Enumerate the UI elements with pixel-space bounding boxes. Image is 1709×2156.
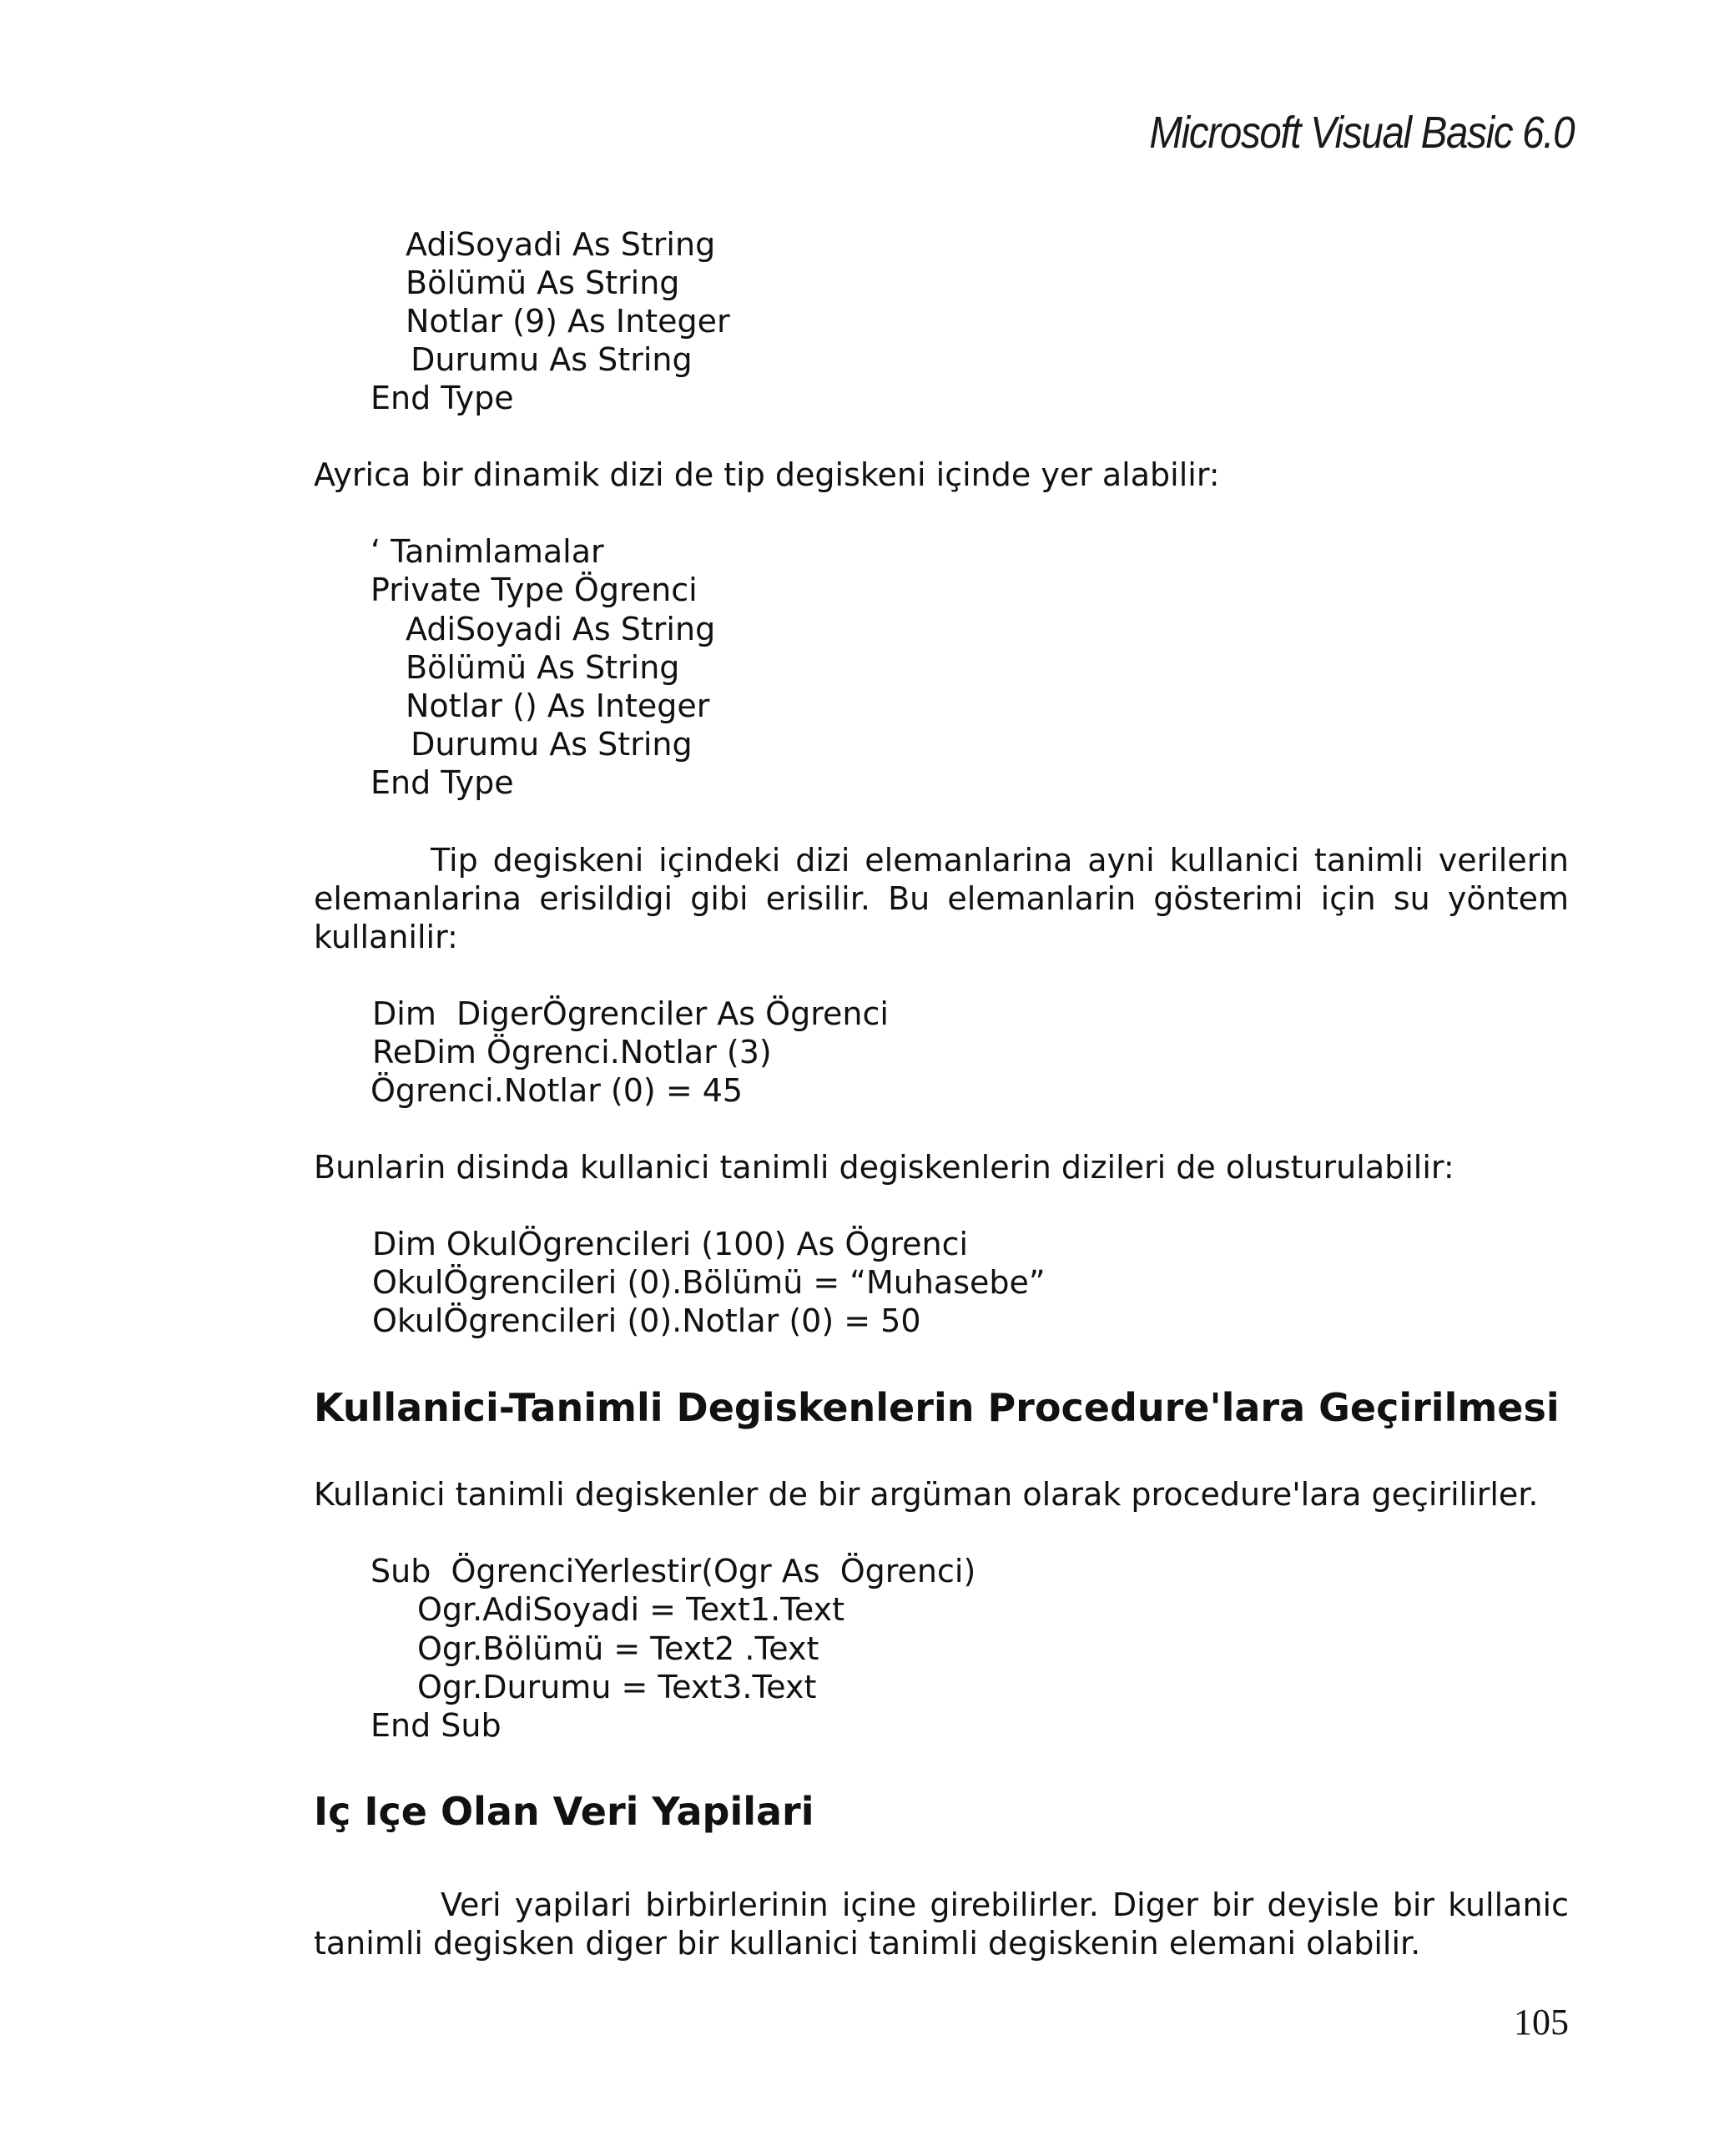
code-line: Ogr.Durumu = Text3.Text bbox=[417, 1669, 817, 1705]
code-line: Private Type Ögrenci bbox=[371, 572, 698, 608]
paragraph bbox=[314, 1886, 1569, 1962]
code-line: End Type bbox=[371, 380, 514, 416]
paragraph: Kullanici tanimli degiskenler de bir argüman olarak procedure'lara geçirilirler. bbox=[314, 1476, 1539, 1513]
code-line: Notlar () As Integer bbox=[406, 688, 710, 724]
code-line: Ögrenci.Notlar (0) = 45 bbox=[371, 1072, 744, 1109]
code-line: Dim OkulÖgrencileri (100) As Ögrenci bbox=[372, 1226, 969, 1262]
code-line: ‘ Tanimlamalar bbox=[371, 533, 604, 570]
code-line: Bölümü As String bbox=[406, 649, 680, 686]
paragraph-text: Tip degiskeni içindeki dizi elemanlarina ayni kullanici tanimli verilerin elemanlarina erisildigi gibi erisilir. Bu elemanlarin gösterimi için su yöntem kullanilir: bbox=[314, 842, 1569, 955]
paragraph: Bunlarin disinda kullanici tanimli degiskenlerin dizileri de olusturulabilir: bbox=[314, 1149, 1454, 1186]
paragraph-text: Veri yapilari birbirlerinin içine girebilirler. Diger bir deyisle bir kullanic tanimli degisken diger bir kullanici tanimli degiskenin elemani olabilir. bbox=[314, 1886, 1569, 1962]
code-line: OkulÖgrencileri (0).Notlar (0) = 50 bbox=[372, 1302, 921, 1339]
code-line: End Sub bbox=[371, 1707, 502, 1744]
code-line: Ogr.Bölümü = Text2 .Text bbox=[417, 1630, 819, 1667]
code-line: OkulÖgrencileri (0).Bölümü = “Muhasebe” bbox=[372, 1264, 1046, 1301]
section-heading: Iç Içe Olan Veri Yapilari bbox=[314, 1789, 814, 1834]
code-line: AdiSoyadi As String bbox=[406, 611, 716, 647]
code-line: Durumu As String bbox=[401, 341, 693, 378]
code-line: Dim DigerÖgrenciler As Ögrenci bbox=[372, 995, 889, 1032]
page-number: 105 bbox=[1514, 2002, 1569, 2043]
paragraph: Ayrica bir dinamik dizi de tip degiskeni içinde yer alabilir: bbox=[314, 456, 1220, 493]
code-line: AdiSoyadi As String bbox=[406, 226, 716, 263]
code-line: Durumu As String bbox=[401, 726, 693, 763]
code-line: Notlar (9) As Integer bbox=[406, 303, 730, 340]
code-line: ReDim Ögrenci.Notlar (3) bbox=[372, 1034, 772, 1070]
code-line: Ogr.AdiSoyadi = Text1.Text bbox=[417, 1591, 845, 1628]
code-line: Bölümü As String bbox=[406, 264, 680, 301]
code-line: Sub ÖgrenciYerlestir(Ogr As Ögrenci) bbox=[371, 1553, 976, 1589]
code-line: End Type bbox=[371, 764, 514, 801]
section-heading: Kullanici-Tanimli Degiskenlerin Procedure'lara Geçirilmesi bbox=[314, 1385, 1560, 1430]
running-header: Microsoft Visual Basic 6.0 bbox=[1149, 108, 1574, 158]
paragraph bbox=[314, 841, 1569, 956]
